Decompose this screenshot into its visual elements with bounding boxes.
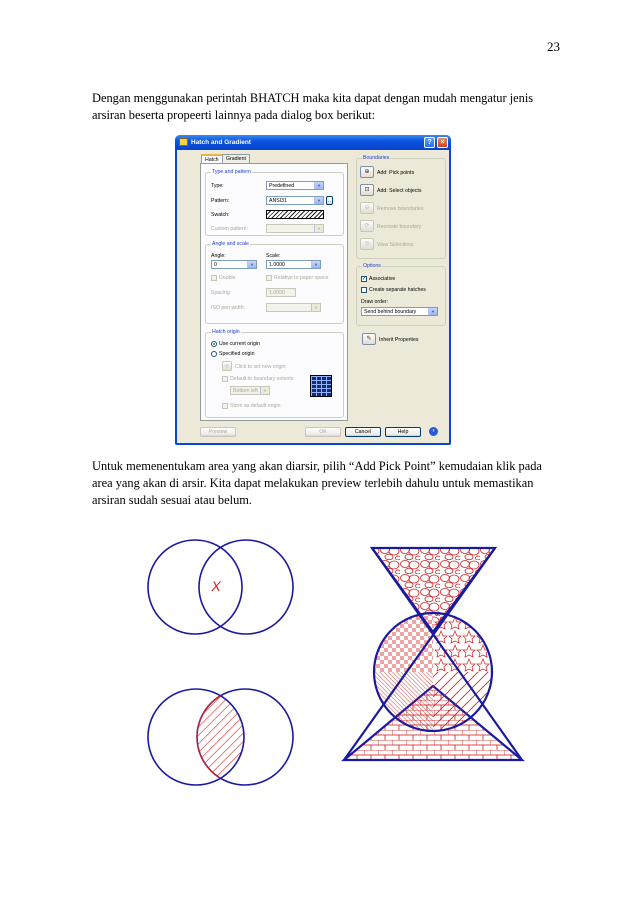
angle-scale-group bbox=[205, 241, 344, 324]
tab-hatch[interactable]: Hatch bbox=[201, 154, 223, 164]
scale-select[interactable] bbox=[266, 260, 321, 269]
relative-paper-label: Relative to paper space bbox=[274, 275, 329, 281]
scale-label: Scale: bbox=[266, 253, 281, 259]
specified-origin-radio[interactable] bbox=[211, 351, 217, 357]
expand-icon[interactable]: › bbox=[429, 427, 438, 436]
chevron-down-icon: ▼ bbox=[311, 261, 320, 268]
preview-button[interactable]: Preview bbox=[200, 427, 236, 437]
circle-left bbox=[148, 540, 242, 634]
chevron-down-icon: ▼ bbox=[428, 308, 437, 315]
custom-pattern-label: Custom pattern: bbox=[211, 226, 248, 232]
hatch-swatch[interactable] bbox=[266, 210, 324, 219]
click-set-origin-label: Click to set new origin bbox=[235, 364, 286, 370]
diagonal-line-right bbox=[433, 548, 495, 632]
type-label: Type: bbox=[211, 183, 224, 189]
long-diagonal bbox=[344, 548, 495, 760]
pattern-value: ANSI31 bbox=[269, 198, 287, 204]
inherit-properties-button[interactable]: ✎ bbox=[362, 333, 376, 345]
angle-select[interactable] bbox=[211, 260, 257, 269]
store-default-checkbox[interactable] bbox=[222, 403, 228, 409]
spacing-value: 1.0000 bbox=[269, 290, 285, 296]
add-select-objects-label: Add: Select objects bbox=[377, 188, 422, 194]
double-label: Double bbox=[219, 275, 236, 281]
draw-order-select[interactable] bbox=[361, 307, 438, 316]
group-title: Angle and scale bbox=[212, 241, 249, 247]
associative-label: Associative bbox=[369, 276, 396, 282]
pick-point-marker: X bbox=[211, 578, 221, 594]
recreate-boundary-button[interactable]: ⟳ bbox=[360, 220, 374, 232]
remove-boundaries-label: Remove boundaries bbox=[377, 206, 424, 212]
specified-origin-label: Specified origin bbox=[219, 351, 255, 357]
chevron-down-icon: ▼ bbox=[314, 225, 323, 232]
circle-left-2 bbox=[148, 689, 244, 785]
paragraph-intro: Dengan menggunakan perintah BHATCH maka kita dapat dengan mudah mengatur jenis arsiran beserta propeerti lainnya pada dialog box berikut: bbox=[92, 91, 534, 122]
custom-pattern-select[interactable] bbox=[266, 224, 324, 233]
add-select-objects-button[interactable]: ⊡ bbox=[360, 184, 374, 196]
diagonal-line-left bbox=[372, 548, 433, 632]
add-pick-points-label: Add: Pick points bbox=[377, 170, 415, 176]
hatch-tab-panel bbox=[200, 163, 348, 421]
use-current-origin-label: Use current origin bbox=[219, 341, 260, 347]
store-default-label: Store as default origin bbox=[230, 403, 281, 409]
double-checkbox[interactable] bbox=[211, 275, 217, 281]
dialog-titlebar bbox=[175, 135, 451, 150]
view-selections-button[interactable]: ◎ bbox=[360, 238, 374, 250]
chevron-down-icon: ▼ bbox=[247, 261, 256, 268]
group-title: Type and pattern bbox=[212, 169, 251, 175]
hatched-lens bbox=[197, 689, 293, 785]
chevron-down-icon: ▼ bbox=[314, 182, 323, 189]
bottom-left-value: Bottom left bbox=[233, 388, 258, 394]
page-number: 23 bbox=[547, 39, 560, 54]
pattern-label: Pattern: bbox=[211, 198, 230, 204]
help-title-icon[interactable]: ? bbox=[424, 137, 435, 148]
extents-position-select[interactable] bbox=[230, 386, 270, 395]
dialog-title: Hatch and Gradient bbox=[191, 139, 251, 146]
separate-hatches-checkbox[interactable] bbox=[361, 287, 367, 293]
hatch-origin-group bbox=[205, 329, 344, 418]
use-current-origin-radio[interactable] bbox=[211, 341, 217, 347]
spacing-label: Spacing: bbox=[211, 290, 232, 296]
group-title: Boundaries bbox=[363, 155, 390, 161]
type-value: Predefined bbox=[269, 183, 295, 189]
iso-pen-label: ISO pen width: bbox=[211, 305, 246, 311]
help-button[interactable]: Help bbox=[385, 427, 421, 437]
view-selections-label: View Selections bbox=[377, 242, 414, 248]
close-icon[interactable]: × bbox=[437, 137, 448, 148]
top-triangle bbox=[372, 548, 495, 632]
swatch-label: Swatch: bbox=[211, 212, 230, 218]
circle-right bbox=[199, 540, 293, 634]
remove-boundaries-button[interactable]: ⊖ bbox=[360, 202, 374, 214]
boundaries-group bbox=[356, 155, 446, 259]
cancel-button[interactable]: Cancel bbox=[345, 427, 381, 437]
default-extents-checkbox[interactable] bbox=[222, 376, 228, 382]
chevron-down-icon: ▼ bbox=[311, 304, 320, 311]
circle-right-2 bbox=[197, 689, 293, 785]
iso-pen-select[interactable] bbox=[266, 303, 321, 312]
pattern-browse-button[interactable]: .. bbox=[326, 196, 333, 205]
add-pick-points-button[interactable]: ⊕ bbox=[360, 166, 374, 178]
angle-label: Angle: bbox=[211, 253, 226, 259]
scale-value: 1.0000 bbox=[269, 262, 285, 268]
draw-order-value: Send behind boundary bbox=[364, 309, 417, 315]
relative-paper-checkbox[interactable] bbox=[266, 275, 272, 281]
chevron-down-icon: ▼ bbox=[260, 387, 269, 394]
angle-value: 0 bbox=[214, 262, 217, 268]
bottom-triangle bbox=[344, 686, 522, 760]
paragraph-pick-point: Untuk memenentukam area yang akan diarsir, pilih “Add Pick Point” kemudaian klik pada area yang akan di arsir. Kita dapat melakukan preview terlebih dahulu untuk memastikan arsiran sudah sesuai atau belum. bbox=[92, 459, 542, 507]
draw-order-label: Draw order: bbox=[361, 299, 389, 305]
group-title: Hatch origin bbox=[212, 329, 240, 335]
associative-checkbox[interactable]: ✓ bbox=[362, 276, 367, 282]
hatched-circle bbox=[370, 610, 496, 734]
recreate-boundary-label: Recreate boundary bbox=[377, 224, 422, 230]
hatch-gradient-dialog bbox=[175, 135, 451, 445]
tab-gradient[interactable]: Gradient bbox=[222, 154, 250, 163]
group-title: Options bbox=[363, 263, 381, 269]
set-origin-button[interactable]: ✛ bbox=[222, 361, 232, 371]
inherit-properties-label: Inherit Properties bbox=[379, 337, 419, 343]
separate-hatches-label: Create separate hatches bbox=[369, 287, 426, 293]
options-group bbox=[356, 263, 446, 326]
default-extents-label: Default to boundary extents bbox=[230, 376, 294, 382]
app-icon bbox=[179, 138, 188, 146]
origin-preview-icon bbox=[310, 375, 332, 397]
circle-outline bbox=[374, 613, 492, 731]
type-select[interactable] bbox=[266, 181, 324, 190]
type-pattern-group bbox=[205, 169, 344, 236]
pattern-select[interactable] bbox=[266, 196, 324, 205]
chevron-down-icon: ▼ bbox=[314, 197, 323, 204]
spacing-input[interactable] bbox=[266, 288, 296, 297]
ok-button[interactable]: OK bbox=[305, 427, 341, 437]
long-diagonal-2 bbox=[372, 548, 522, 760]
lens-outline bbox=[197, 689, 293, 785]
